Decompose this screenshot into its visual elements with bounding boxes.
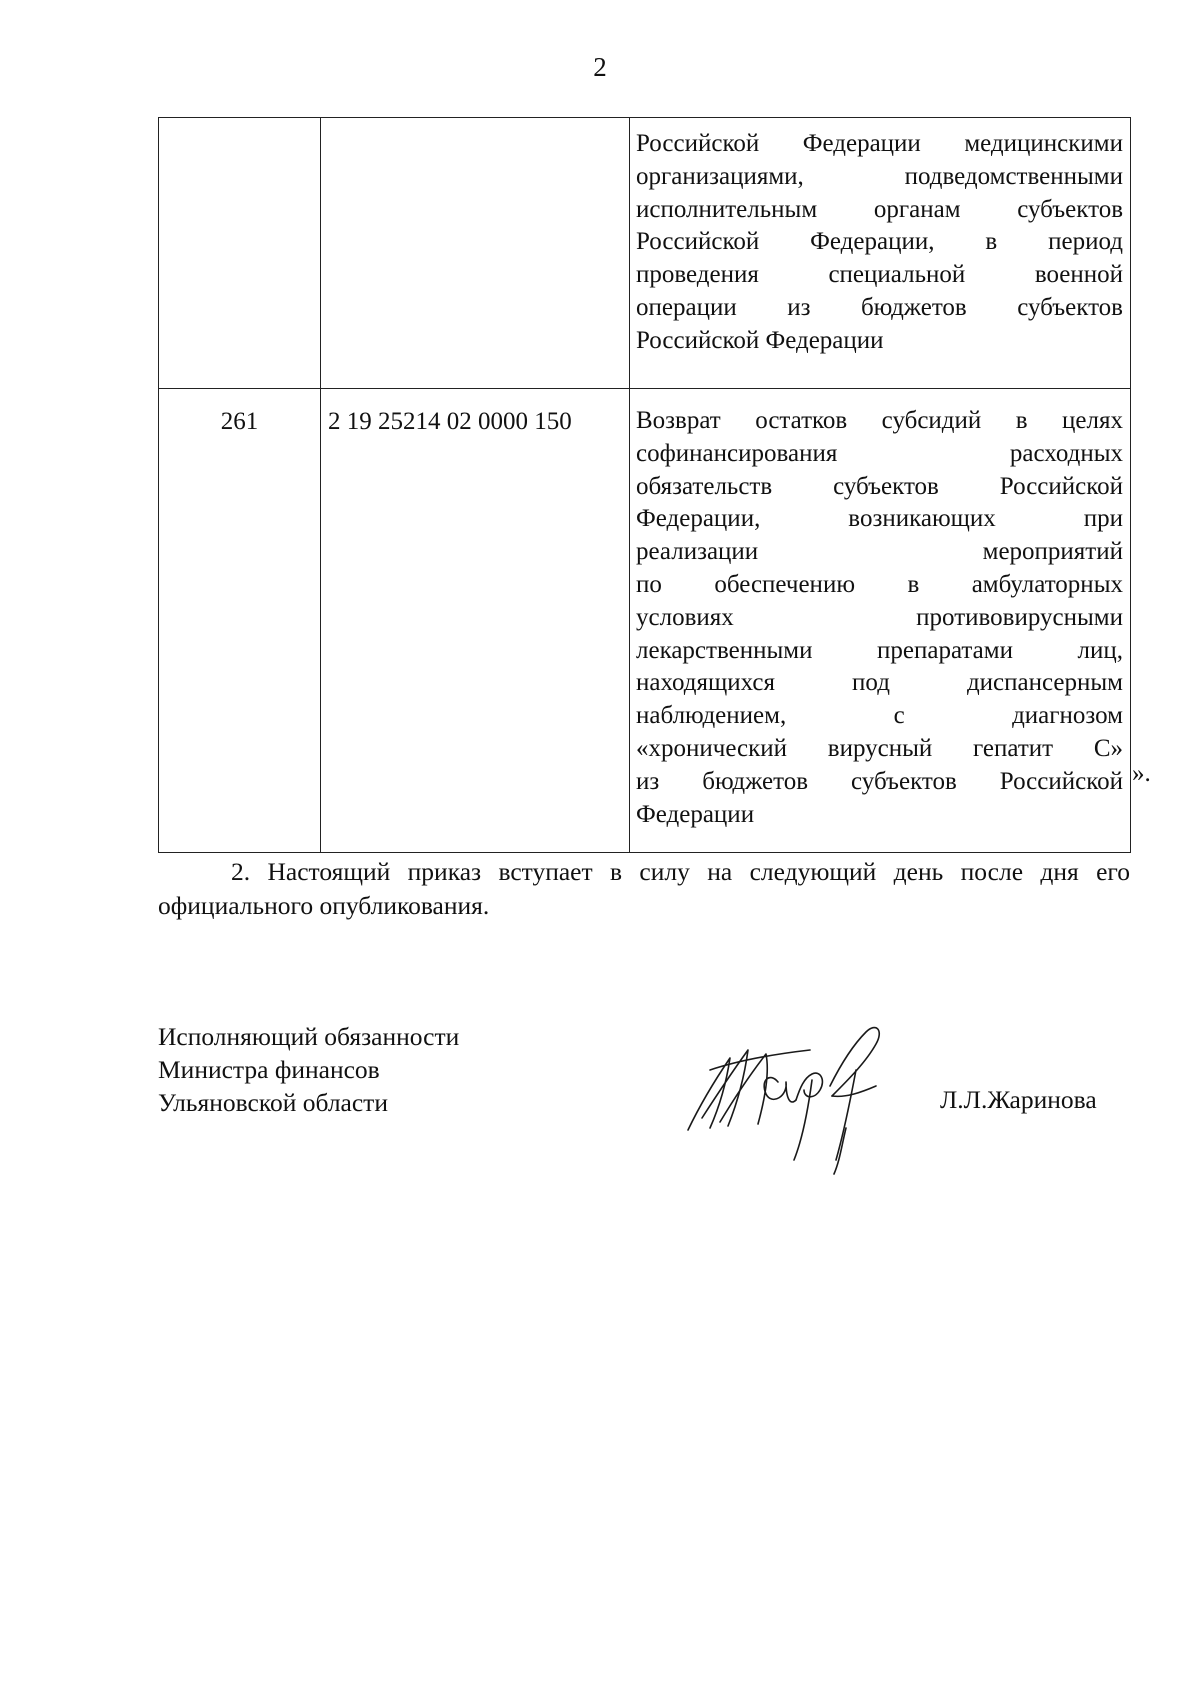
description-line: исполнительным органам субъектов bbox=[636, 195, 1123, 223]
budget-code-cell: 2 19 25214 02 0000 150 bbox=[321, 389, 630, 853]
description-line: лекарственными препаратами лиц, bbox=[636, 636, 1123, 664]
description-line: софинансирования расходных bbox=[636, 439, 1123, 467]
closing-quote: ». bbox=[1132, 760, 1151, 787]
position-line: Ульяновской области bbox=[158, 1088, 388, 1117]
description-line: Федерации bbox=[636, 800, 755, 828]
signer-name: Л.Л.Жаринова bbox=[940, 1085, 1097, 1114]
description-line: Возврат остатков субсидий в целях bbox=[636, 407, 1123, 434]
paragraph-line: официального опубликования. bbox=[158, 891, 490, 920]
paragraph-line: 2. Настоящий приказ вступает в силу на следующий день после дня его bbox=[231, 857, 1130, 886]
description-line: реализации мероприятий bbox=[636, 538, 1123, 566]
page-number: 2 bbox=[593, 52, 607, 82]
description-line: Российской Федерации, в период bbox=[636, 228, 1123, 256]
description-line: из бюджетов субъектов Российской bbox=[636, 767, 1123, 795]
description-line: Федерации, возникающих при bbox=[636, 505, 1123, 533]
row-number-cell: 261 bbox=[159, 389, 321, 853]
description-line: проведения специальной военной bbox=[636, 261, 1123, 289]
row-number-cell bbox=[159, 118, 321, 389]
signer-position bbox=[158, 1020, 459, 1119]
description-line: находящихся под диспансерным bbox=[636, 669, 1123, 697]
description-line: «хронический вирусный гепатит С» bbox=[636, 734, 1123, 762]
description-cell bbox=[630, 389, 1131, 853]
budget-code-table bbox=[158, 117, 1131, 853]
budget-code-cell bbox=[321, 118, 630, 389]
table-row bbox=[159, 389, 1131, 853]
handwritten-signature bbox=[680, 1010, 930, 1180]
position-line: Исполняющий обязанности bbox=[158, 1022, 460, 1051]
order-paragraph bbox=[158, 855, 1130, 923]
description-line: наблюдением, с диагнозом bbox=[636, 702, 1123, 730]
description-line: по обеспечению в амбулаторных bbox=[636, 570, 1123, 598]
description-line: обязательств субъектов Российской bbox=[636, 472, 1123, 500]
description-line: организациями, подведомственными bbox=[636, 162, 1123, 190]
description-cell bbox=[630, 118, 1131, 389]
description-line: операции из бюджетов субъектов bbox=[636, 293, 1123, 321]
description-line: Российской Федерации медицинскими bbox=[636, 130, 1123, 157]
description-line: Российской Федерации bbox=[636, 326, 884, 354]
description-line: условиях противовирусными bbox=[636, 603, 1123, 631]
position-line: Министра финансов bbox=[158, 1055, 380, 1084]
table-row bbox=[159, 118, 1131, 389]
